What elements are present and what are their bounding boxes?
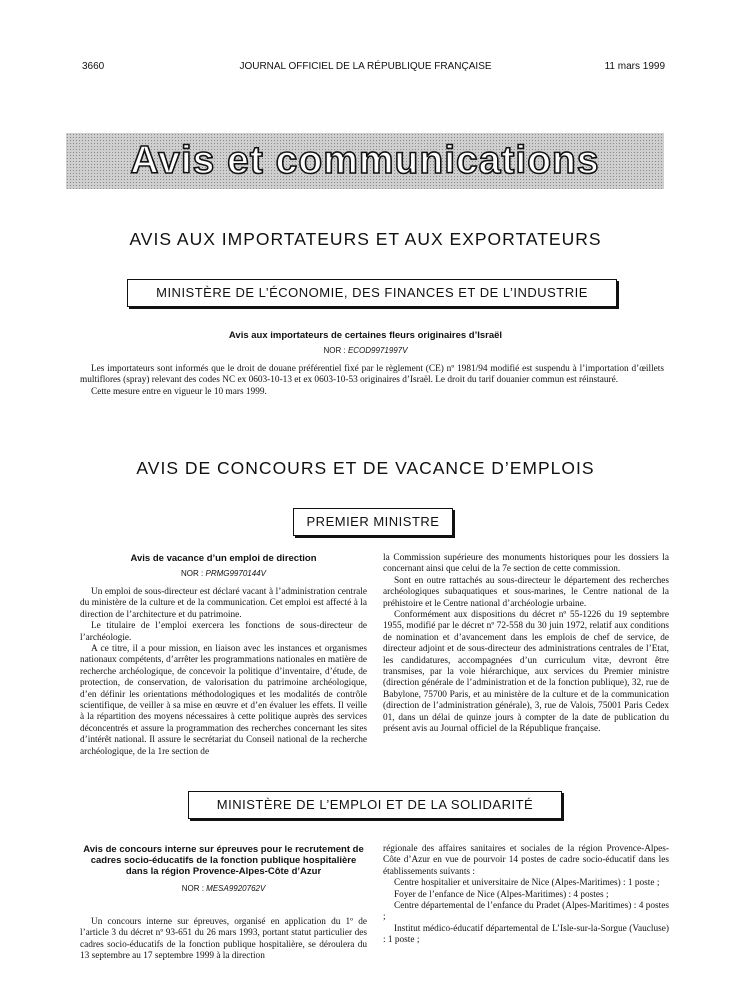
article-body-vacance-left [80, 587, 367, 758]
paragraph: Conformément aux dispositions du décret nº 55-1226 du 19 septembre 1955, modifié par le décret nº 72-558 du 30 juin 1972, relatif aux conditions de nomination et d’avancement dans les emplois de chef de service, de directeur adjoint et de sous-directeur des administrations centrales de l’Etat, les candidatures, accompagnées d’un curriculum vitæ, devront être transmises, par la voie hiérarchique, aux services du Premier ministre (direction générale de l’administration et de la fonction publique), 32, rue de Babylone, 75700 Paris, et au ministère de la culture et de la communication (direction de l’administration générale), 3, rue de Valois, 75001 Paris Cedex 01, dans un délai de quinze jours à compter de la date de publication du présent avis au Journal officiel de la République française. [383, 610, 669, 735]
article-body-fleurs [80, 364, 664, 398]
nor-label: NOR : [323, 346, 346, 355]
paragraph: Les importateurs sont informés que le droit de douane préférentiel fixé par le règlement (CE) nº 1981/94 modifié est suspendu à l’importation d’œillets multiflores (spray) relevant des codes NC ex 0603-10-13 et ex 0603-10-53 originaires d’Israël. Le droit du tarif douanier commun est réinstauré. [80, 364, 664, 386]
journal-title: JOURNAL OFFICIEL DE LA RÉPUBLIQUE FRANÇAISE [239, 61, 492, 72]
paragraph: Un concours interne sur épreuves, organisé en application du 1º de l’article 3 du décret nº 93-651 du 26 mars 1993, portant statut particulier des cadres socio-éducatifs de la fonction publique hospitalière, se déroulera du 13 septembre au 17 septembre 1999 à la direction [80, 917, 367, 962]
article-title-vacance: Avis de vacance d’un emploi de direction [130, 553, 317, 564]
paragraph: la Commission supérieure des monuments historiques pour les dossiers la concernant ainsi que celui de la 7e section de cette commission. [383, 553, 669, 575]
nor-code: PRMG9970144V [205, 569, 266, 578]
nor-reference [80, 884, 367, 893]
paragraph: Foyer de l’enfance de Nice (Alpes-Maritimes) : 4 postes ; [394, 889, 609, 900]
section-title-importateurs: AVIS AUX IMPORTATEURS ET AUX EXPORTATEURS [129, 229, 602, 249]
paragraph: Sont en outre rattachés au sous-directeur le département des recherches archéologiques subaquatiques et sous-marines, le Centre national de la préhistoire et le Centre national d’archéologie urbaine. [383, 575, 669, 609]
article-title-fleurs: Avis aux importateurs de certaines fleurs originaires d’Israël [228, 330, 503, 341]
paragraph: Centre départemental de l’enfance du Pradet (Alpes-Maritimes) : 4 postes ; [383, 901, 669, 923]
banner-title: Avis et communications [130, 139, 600, 182]
nor-code: MESA9920762V [206, 884, 266, 893]
issue-date: 11 mars 1999 [604, 61, 665, 72]
paragraph: Cette mesure entre en vigueur le 10 mars 1999. [91, 386, 267, 397]
article-title-concours-interne: Avis de concours interne sur épreuves pour le recrutement de cadres socio-éducatifs de la fonction publique hospitalière dans la région Provence-Alpes-Côte d’Azur [83, 844, 364, 877]
paragraph: Un emploi de sous-directeur est déclaré vacant à l’administration centrale du ministère de la culture et de la communication. Cet emploi est affecté à la direction de l’architecture et du patrimoine. [80, 587, 367, 620]
nor-code: ECOD9971997V [347, 346, 408, 355]
nor-reference [80, 569, 367, 578]
nor-reference [0, 346, 731, 355]
paragraph: régionale des affaires sanitaires et sociales de la région Provence-Alpes-Côte d’Azur en vue de pourvoir 14 postes de cadre socio-éducatif dans les établissements suivants : [383, 844, 669, 877]
ministry-box-emploi: MINISTÈRE DE L’EMPLOI ET DE LA SOLIDARITÉ [188, 791, 562, 819]
article-body-vacance-right [383, 553, 669, 736]
nor-label: NOR : [181, 884, 204, 893]
banner [66, 133, 664, 189]
article-body-concours-right [383, 844, 669, 947]
paragraph: Institut médico-éducatif départemental de L’Isle-sur-la-Sorgue (Vaucluse) : 1 poste ; [383, 923, 669, 946]
paragraph: Centre hospitalier et universitaire de Nice (Alpes-Maritimes) : 1 poste ; [394, 878, 660, 889]
paragraph: Le titulaire de l’emploi exercera les fonctions de sous-directeur de l’archéologie. [80, 621, 367, 643]
paragraph: A ce titre, il a pour mission, en liaison avec les instances et organismes nationaux compétents, d’arrêter les programmations nationales en matière de recherche archéologique, de concevoir la politique d’inventaire, d’étude, de protection, de conservation, de valorisation du patrimoine archéologique, d’en définir les orientations méthodologiques et les modalités de contrôle scientifique, de veiller à sa mise en œuvre et d’en évaluer les effets. Il veille à la répartition des moyens nécessaires à cette politique auprès des services déconcentrés et assure la programmation des recherches concernant les sites d’intérêt national. Il assure le secrétariat du Conseil national de la recherche archéologique, de la 1re section de [80, 644, 367, 757]
page-number: 3660 [82, 61, 105, 72]
ministry-box-economie: MINISTÈRE DE L’ÉCONOMIE, DES FINANCES ET DE L’INDUSTRIE [127, 279, 617, 307]
section-title-concours: AVIS DE CONCOURS ET DE VACANCE D’EMPLOIS [136, 458, 595, 478]
ministry-box-premier-ministre: PREMIER MINISTRE [293, 508, 453, 536]
article-body-concours-left [80, 917, 367, 963]
nor-label: NOR : [181, 569, 204, 578]
